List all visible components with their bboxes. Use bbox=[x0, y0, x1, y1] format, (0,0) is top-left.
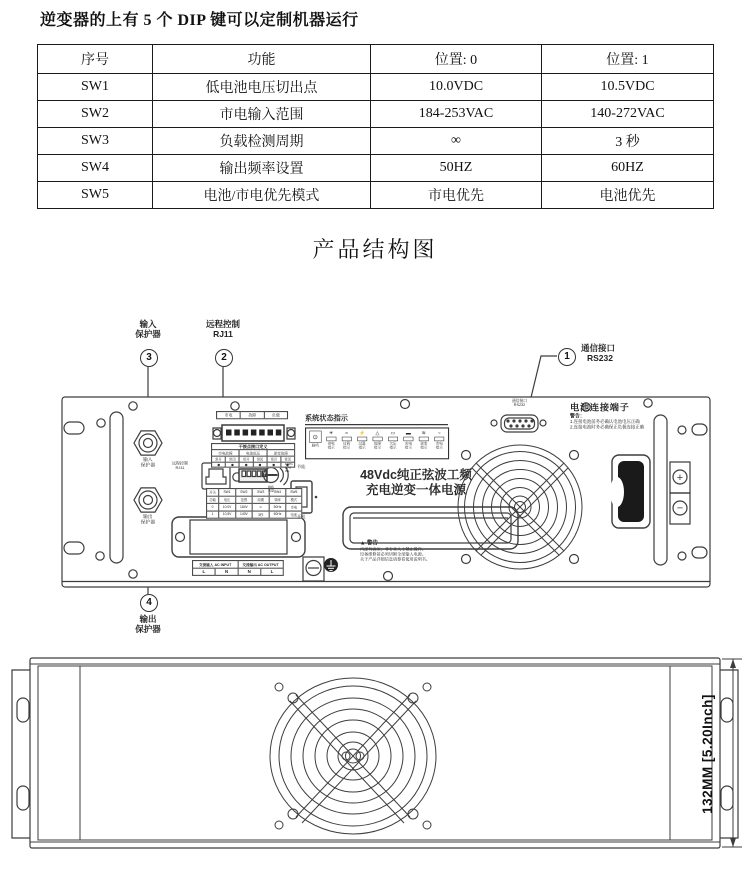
ac-input-label: 交流输入 AC INPUT bbox=[193, 561, 238, 569]
table-row bbox=[38, 128, 714, 155]
dry-cell: 常开 bbox=[239, 456, 253, 462]
mini-cell: 市电 bbox=[286, 503, 302, 510]
mini-cell: 范围 bbox=[235, 496, 252, 503]
callout-text: 输出 bbox=[139, 614, 157, 624]
switch-top-label: 节能 bbox=[297, 465, 306, 470]
dimension-line bbox=[722, 659, 742, 847]
cell-func: 电池/市电优先模式 bbox=[153, 182, 371, 209]
indicator-label: 过温指示 bbox=[358, 441, 366, 450]
led bbox=[373, 437, 383, 441]
col-header-pos0: 位置: 0 bbox=[371, 45, 542, 74]
cell-no: SW3 bbox=[38, 128, 153, 155]
cell-pos1: 10.5VDC bbox=[542, 74, 714, 101]
mini-cell: 10.0V bbox=[219, 503, 236, 510]
cell-pos0: 184-253VAC bbox=[371, 101, 542, 128]
indicator bbox=[401, 430, 416, 458]
indicator-icon: ≈ bbox=[345, 430, 348, 436]
dry-dot-cell bbox=[267, 462, 281, 467]
label-line: 音量 bbox=[267, 489, 274, 493]
dry-cell: 常闭 bbox=[281, 456, 295, 462]
mini-cell: 1 bbox=[207, 511, 219, 518]
cell-no: SW5 bbox=[38, 182, 153, 209]
label-line: 输出 bbox=[143, 514, 153, 520]
led bbox=[434, 437, 444, 441]
product-name-line: 充电逆变一体电源 bbox=[365, 483, 466, 497]
dry-dot-cell bbox=[253, 462, 267, 467]
ac-cell: L bbox=[261, 568, 284, 575]
mini-cell: 频率 bbox=[269, 496, 286, 503]
warning-line: 内部有高压，非专业人士禁止操作。 bbox=[360, 546, 426, 552]
warning-block bbox=[360, 540, 440, 561]
label-line: 50% bbox=[285, 466, 292, 470]
dip-switch-block bbox=[239, 469, 267, 482]
section-title: 产品结构图 bbox=[312, 237, 438, 262]
indicator-icon: ⚡ bbox=[358, 430, 366, 436]
dry-dot-cell bbox=[212, 462, 226, 467]
callout-text: RS232 bbox=[587, 353, 613, 363]
dry-table-title: 干接点接口定义 bbox=[212, 444, 295, 450]
mini-cell: SW5 bbox=[286, 489, 302, 496]
mini-cell: 50Hz bbox=[269, 503, 286, 510]
indicator-label: 逆变指示 bbox=[420, 441, 428, 450]
buzzer-button bbox=[307, 430, 323, 458]
switch-bottom-label: 开机 bbox=[297, 515, 306, 520]
plus-symbol: + bbox=[676, 472, 684, 484]
dimension-label: 132MM [5.20Inch] bbox=[700, 694, 715, 814]
table-row bbox=[38, 182, 714, 209]
indicator-icon: ☀ bbox=[328, 430, 334, 436]
knob-caption bbox=[261, 486, 281, 493]
callout-number-3: 3 bbox=[140, 349, 158, 367]
led bbox=[326, 437, 336, 441]
ac-output-label: 交流输出 AC OUTPUT bbox=[238, 561, 283, 569]
indicator bbox=[323, 430, 338, 458]
indicator-label: 市电指示 bbox=[435, 441, 443, 450]
output-breaker-label bbox=[131, 514, 165, 525]
indicator-icon: ~ bbox=[437, 430, 441, 436]
dry-cell: 常开 bbox=[267, 456, 281, 462]
mini-cell: 模式 bbox=[286, 496, 302, 503]
indicator bbox=[339, 430, 354, 458]
strip-cell: 负载 bbox=[264, 412, 287, 419]
battery-warning-label: 警告： bbox=[570, 413, 585, 419]
label-line: 100% bbox=[285, 463, 293, 466]
cell-pos1: 60HZ bbox=[542, 155, 714, 182]
callout-number-1: 1 bbox=[558, 348, 576, 366]
mini-cell: 周期 bbox=[252, 496, 269, 503]
dip-settings-table bbox=[37, 44, 714, 209]
callout-text: 远程控制 bbox=[205, 319, 240, 329]
power-icon: ⊙ bbox=[309, 431, 321, 443]
rj11-label bbox=[164, 461, 196, 470]
table-row bbox=[38, 155, 714, 182]
battery-connection-block bbox=[570, 402, 708, 430]
mini-cell: ∞ bbox=[252, 503, 269, 510]
cell-no: SW1 bbox=[38, 74, 153, 101]
indicator-icon: ≋ bbox=[421, 430, 426, 436]
status-title: 系统状态指示 bbox=[305, 412, 448, 425]
indicator bbox=[385, 430, 400, 458]
label-line: 通信接口 bbox=[512, 398, 527, 403]
cell-func: 市电输入范围 bbox=[153, 101, 371, 128]
mini-cell: 0 bbox=[207, 503, 219, 510]
callout-text: 保护器 bbox=[135, 624, 161, 634]
mini-cell: 10.5V bbox=[219, 511, 236, 518]
ac-cell: N bbox=[238, 568, 261, 575]
callout-text: 保护器 bbox=[135, 329, 161, 339]
battery-warning-line: 1.连接电池前务必确认电池电压正确 bbox=[570, 419, 640, 424]
mini-cell: 184V bbox=[235, 503, 252, 510]
dry-contact-table bbox=[211, 443, 295, 468]
warning-line: 关于产品详细信息请参看使用说明书。 bbox=[360, 556, 431, 562]
label-line: 远程控制 bbox=[172, 461, 188, 466]
dry-cell: 常闭 bbox=[225, 456, 239, 462]
led bbox=[403, 437, 413, 441]
cell-func: 输出频率设置 bbox=[153, 155, 371, 182]
indicator-label: 欠压指示 bbox=[389, 441, 397, 450]
cell-func: 负载检测周期 bbox=[153, 128, 371, 155]
cell-func: 低电池电压切出点 bbox=[153, 74, 371, 101]
indicator-label: 充电指示 bbox=[404, 441, 412, 450]
table-header-row bbox=[38, 45, 714, 74]
callout-text: RJ11 bbox=[213, 329, 233, 339]
status-box bbox=[305, 427, 449, 459]
indicator-icon: ▬ bbox=[405, 430, 411, 436]
cell-pos0: 市电优先 bbox=[371, 182, 542, 209]
callout-output-breaker bbox=[121, 614, 175, 634]
indicator bbox=[431, 430, 446, 458]
cell-pos0: ∞ bbox=[371, 128, 542, 155]
mini-cell: SW3 bbox=[252, 489, 269, 496]
ac-cell: N bbox=[215, 568, 238, 575]
strip-cell: 市电 bbox=[217, 412, 241, 419]
label-line: 保护器 bbox=[140, 519, 155, 525]
dry-cell: 逆变故障 bbox=[267, 450, 295, 457]
warning-triangle-icon: ▲ bbox=[360, 540, 366, 547]
dry-dot-cell bbox=[225, 462, 239, 467]
mini-cell: 3秒 bbox=[252, 511, 269, 518]
table-row bbox=[38, 74, 714, 101]
cell-pos1: 140-272VAC bbox=[542, 101, 714, 128]
col-header-pos1: 位置: 1 bbox=[542, 45, 714, 74]
battery-warning-line: 2.连接电池时务必确保正负极连接正确 bbox=[570, 424, 645, 430]
col-header-no: 序号 bbox=[38, 45, 153, 74]
rear-chassis-outline bbox=[30, 658, 720, 848]
indicator-label: 省电指示 bbox=[327, 441, 335, 450]
indicator-label: 过载指示 bbox=[343, 441, 351, 450]
label-line: 保护器 bbox=[140, 462, 155, 468]
callout-number-4: 4 bbox=[140, 594, 158, 612]
label-line: 0% bbox=[285, 470, 290, 473]
mini-cell: 电压 bbox=[219, 496, 236, 503]
led bbox=[342, 437, 352, 441]
callout-text: 通信接口 bbox=[581, 343, 616, 353]
mini-cell: 60Hz bbox=[269, 511, 286, 518]
callout-text: 输入 bbox=[139, 319, 157, 329]
indicator bbox=[416, 430, 431, 458]
indicator bbox=[354, 430, 369, 458]
callout-remote-rj11 bbox=[196, 319, 250, 339]
indicator-label: 故障指示 bbox=[373, 441, 382, 450]
mini-cell: SW1 bbox=[219, 489, 236, 496]
mini-cell: 电池 bbox=[286, 511, 302, 518]
buzzer-label: 蜂鸣 bbox=[311, 443, 319, 448]
input-breaker-label bbox=[131, 457, 165, 468]
cell-pos0: 50HZ bbox=[371, 155, 542, 182]
label-line: 蜂鸣 bbox=[267, 486, 274, 489]
led bbox=[357, 437, 367, 441]
dry-cell: 电池低压 bbox=[239, 450, 267, 457]
indicator bbox=[370, 430, 385, 458]
cell-pos1: 电池优先 bbox=[542, 182, 714, 209]
callout-number-2: 2 bbox=[215, 349, 233, 367]
warning-title: 警告 bbox=[366, 540, 378, 547]
db9-label bbox=[503, 399, 536, 407]
strip-cell: 故障 bbox=[240, 412, 264, 419]
page-heading: 逆变器的上有 5 个 DIP 键可以定制机器运行 bbox=[40, 12, 359, 29]
cell-no: SW2 bbox=[38, 101, 153, 128]
mini-cell: 140V bbox=[235, 511, 252, 518]
mini-cell: 功能 bbox=[207, 496, 219, 503]
led bbox=[419, 437, 429, 441]
ac-cell: L bbox=[193, 568, 216, 575]
callout-rs232 bbox=[581, 343, 635, 363]
cell-pos0: 10.0VDC bbox=[371, 74, 542, 101]
ac-terminal-strip bbox=[192, 560, 284, 576]
led bbox=[388, 437, 398, 441]
product-name-line: 48Vdc纯正弦波工频 bbox=[360, 468, 472, 482]
battery-title: 电池连接端子 bbox=[570, 402, 630, 413]
label-line: RJ11 bbox=[175, 465, 185, 470]
mini-cell: 开关 bbox=[207, 489, 219, 496]
minus-symbol: − bbox=[676, 502, 684, 515]
dry-dot-cell bbox=[239, 462, 253, 467]
mini-cell: SW4 bbox=[269, 489, 286, 496]
dry-contact-top-strip bbox=[216, 411, 288, 419]
cell-pos1: 3 秒 bbox=[542, 128, 714, 155]
product-name-text bbox=[337, 468, 495, 498]
status-indication-panel bbox=[305, 412, 449, 459]
col-header-func: 功能 bbox=[153, 45, 371, 74]
label-line: RS232 bbox=[513, 402, 526, 407]
mini-cell: SW2 bbox=[235, 489, 252, 496]
cell-no: SW4 bbox=[38, 155, 153, 182]
indicator-icon: △ bbox=[375, 430, 380, 436]
dry-cell: 市电故障 bbox=[212, 450, 240, 457]
rear-view-diagram bbox=[0, 650, 750, 876]
table-row bbox=[38, 101, 714, 128]
dry-cell: 常闭 bbox=[253, 456, 267, 462]
label-line: 输入 bbox=[143, 457, 153, 463]
indicator-icon: ▭ bbox=[390, 430, 396, 436]
warning-line: 设备维修前必须切断全部输入电源。 bbox=[360, 551, 426, 557]
dry-cell: 常开 bbox=[212, 456, 226, 462]
callout-input-breaker bbox=[121, 319, 175, 339]
